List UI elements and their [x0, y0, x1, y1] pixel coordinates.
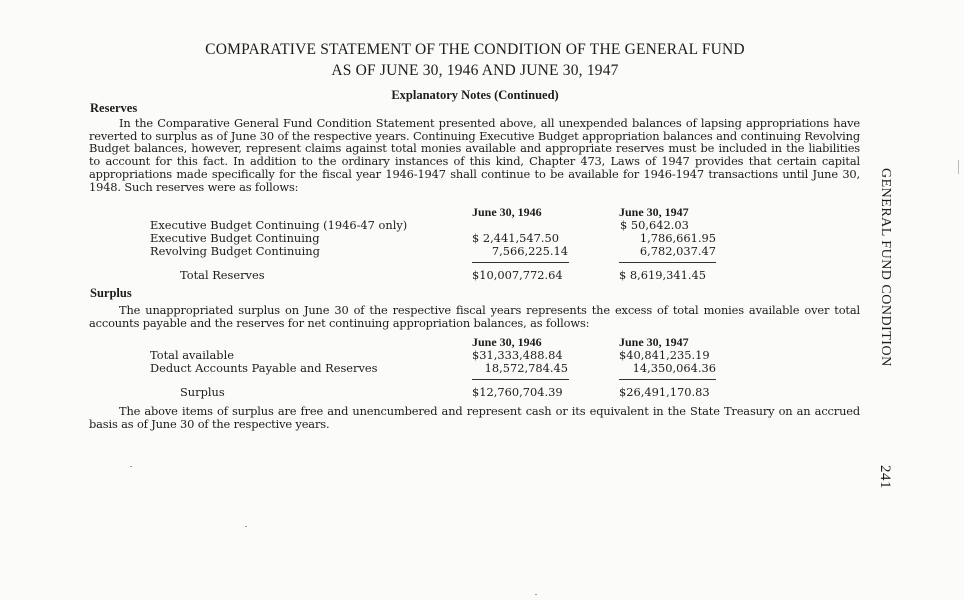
row-value-1946: $ 2,441,547.50 — [472, 231, 559, 245]
row-label: Deduct Accounts Payable and Reserves — [150, 361, 378, 375]
scan-speck — [958, 160, 959, 174]
surplus-total-label: Surplus — [180, 385, 225, 399]
table-row — [150, 245, 720, 258]
title-line-1: COMPARATIVE STATEMENT OF THE CONDITION OF THE GENERAL FUND — [205, 41, 745, 58]
divider — [619, 379, 716, 380]
scan-speck — [535, 594, 537, 595]
surplus-total-1947: $26,491,170.83 — [619, 385, 710, 399]
surplus-total-1946: $12,760,704.39 — [472, 385, 563, 399]
divider — [472, 262, 569, 263]
row-label: Executive Budget Continuing (1946-47 only) — [150, 218, 408, 232]
row-value-1946: 18,572,784.45 — [484, 361, 568, 375]
row-value-1946: 7,566,225.14 — [491, 244, 568, 258]
scan-speck — [245, 526, 247, 527]
surplus-paragraph: The unappropriated surplus on June 30 of the respective fiscal years represents the excess of total monies available over total accounts payable and the reserves for net continuing appropriation balances, as follows: — [89, 303, 860, 330]
row-value-1947: $40,841,235.19 — [619, 348, 710, 362]
reserves-paragraph: In the Comparative General Fund Condition Statement presented above, all unexpended balances of lapsing appropriations have reverted to surplus as of June 30 of the respective years. Continuing Executive Budget appropriation balances and continuing Revolving Budget balances, however, represent claims against total monies available and appropriate reserves must be included in the liabilities to account for this fact. In addition to the ordinary instances of this kind, Chapter 473, Laws of 1947 provides that certain capital appropriations made specifically for the fiscal year 1946-1947 shall continue to be available for 1946-1947 transactions until June 30, 1948. Such reserves were as follows: — [89, 116, 860, 194]
reserves-total-label: Total Reserves — [180, 268, 265, 282]
row-value-1947: $ 50,642.03 — [620, 218, 689, 232]
surplus-col-header-1947: June 30, 1947 — [619, 335, 689, 349]
row-label: Revolving Budget Continuing — [150, 244, 320, 258]
row-value-1947: 14,350,064.36 — [632, 361, 716, 375]
reserves-total-1947: $ 8,619,341.45 — [619, 268, 706, 282]
row-value-1947: 1,786,661.95 — [639, 231, 716, 245]
page-number: 241 — [877, 465, 893, 489]
reserves-col-header-1947: June 30, 1947 — [619, 205, 689, 219]
row-value-1946: $31,333,488.84 — [472, 348, 563, 362]
table-row — [150, 362, 720, 375]
reserves-total-1946: $10,007,772.64 — [472, 268, 563, 282]
surplus-heading: Surplus — [90, 286, 132, 300]
surplus-closing-paragraph: The above items of surplus are free and unencumbered and represent cash or its equivalent in the State Treasury on an accrued basis as of June 30 of the respective years. — [89, 404, 860, 431]
row-label: Executive Budget Continuing — [150, 231, 320, 245]
divider — [619, 262, 716, 263]
scan-speck — [130, 466, 132, 467]
title-line-2: AS OF JUNE 30, 1946 AND JUNE 30, 1947 — [331, 62, 619, 79]
row-label: Total available — [150, 348, 234, 362]
subtitle: Explanatory Notes (Continued) — [391, 88, 559, 102]
reserves-col-header-1946: June 30, 1946 — [472, 205, 542, 219]
surplus-col-header-1946: June 30, 1946 — [472, 335, 542, 349]
divider — [472, 379, 569, 380]
row-value-1947: 6,782,037.47 — [639, 244, 716, 258]
reserves-heading: Reserves — [90, 101, 138, 115]
side-running-head: GENERAL FUND CONDITION — [878, 168, 893, 367]
